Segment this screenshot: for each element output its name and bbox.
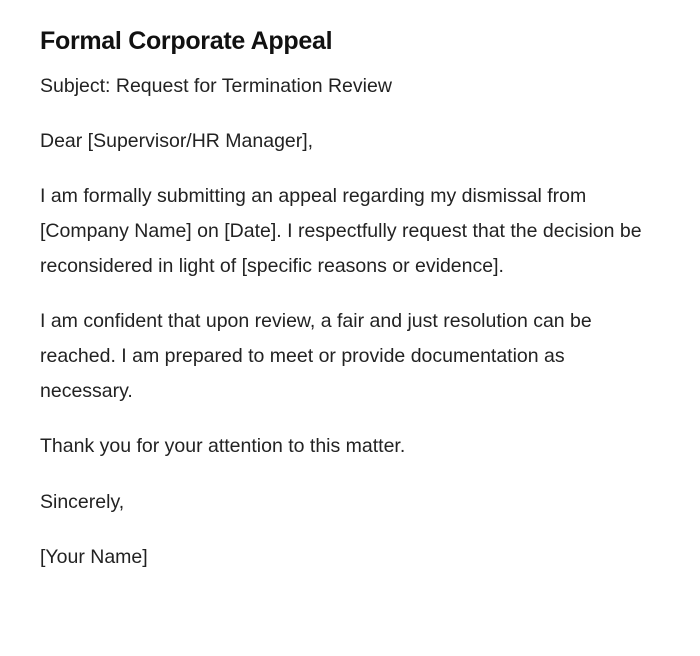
body-paragraph: I am confident that upon review, a fair and just resolution can be reached. I am prepared to meet or provide documentation as necessary.	[40, 310, 592, 402]
greeting: Dear [Supervisor/HR Manager],	[40, 130, 314, 152]
body-paragraph: I am formally submitting an appeal regarding my dismissal from [Company Name] on [Date]. I respectfully request that the decision be reconsidered in light of [specific reasons or evidence].	[40, 185, 642, 277]
subject-line: Subject: Request for Termination Review	[40, 75, 392, 97]
letter-document	[40, 24, 650, 575]
closing: Sincerely,	[40, 491, 125, 513]
signature: [Your Name]	[40, 546, 148, 568]
thanks-line: Thank you for your attention to this matter.	[40, 435, 406, 457]
document-title: Formal Corporate Appeal	[40, 27, 333, 55]
